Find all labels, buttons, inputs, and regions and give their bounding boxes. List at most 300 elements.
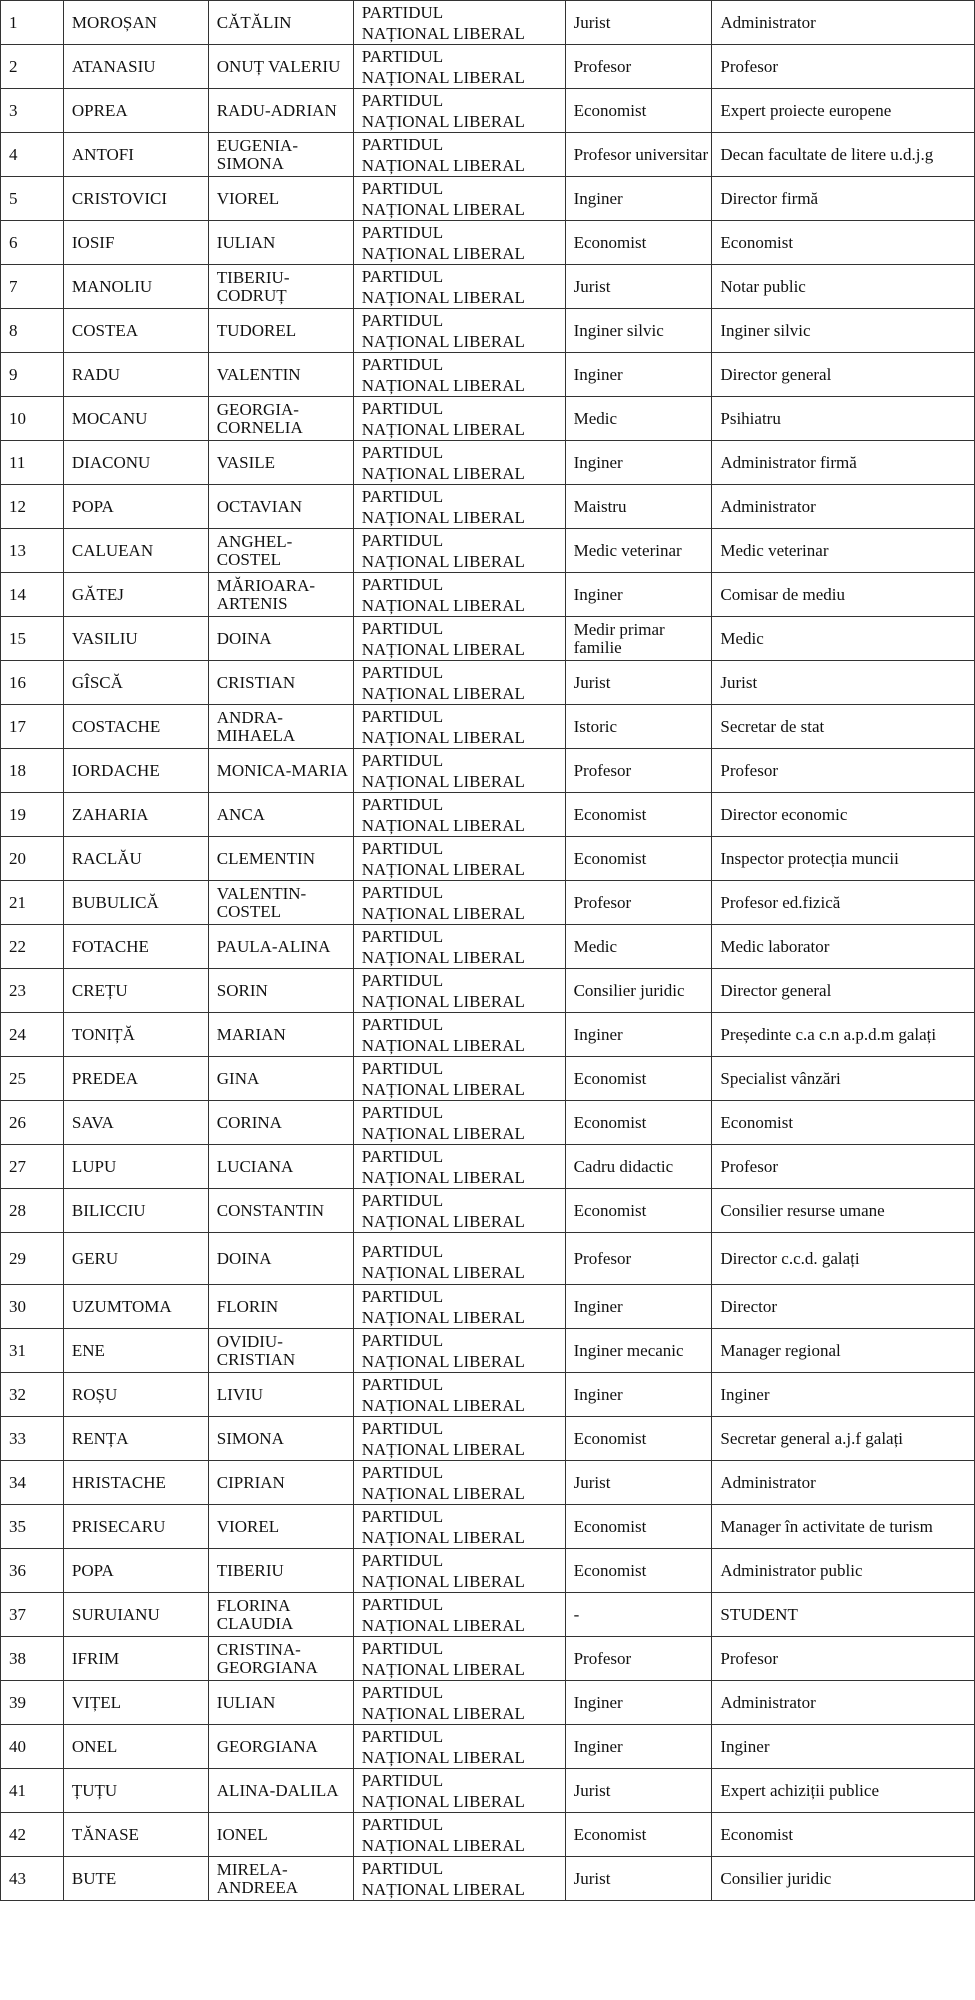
party-line-1: PARTIDUL xyxy=(361,707,444,726)
table-row xyxy=(1,1373,975,1417)
occupation-cell: Director general xyxy=(712,353,975,397)
table-row xyxy=(1,221,975,265)
occupation-cell: Expert achiziții publice xyxy=(712,1769,975,1813)
party-cell xyxy=(353,1549,565,1593)
table-row xyxy=(1,1189,975,1233)
first-name-cell: IULIAN xyxy=(208,1681,353,1725)
profession-cell: Profesor xyxy=(565,881,712,925)
last-name-cell: VASILIU xyxy=(63,617,208,661)
occupation-cell: Economist xyxy=(712,221,975,265)
profession-cell: Economist xyxy=(565,1505,712,1549)
table-row xyxy=(1,881,975,925)
last-name-cell: TONIȚĂ xyxy=(63,1013,208,1057)
party-line-2: NAȚIONAL LIBERAL xyxy=(361,948,525,967)
row-number: 10 xyxy=(1,397,64,441)
table-row xyxy=(1,529,975,573)
row-number: 2 xyxy=(1,45,64,89)
occupation-cell: Notar public xyxy=(712,265,975,309)
occupation-cell: Medic xyxy=(712,617,975,661)
profession-cell: Cadru didactic xyxy=(565,1145,712,1189)
party-cell xyxy=(353,837,565,881)
table-row xyxy=(1,1,975,45)
profession-cell: Economist xyxy=(565,1057,712,1101)
last-name-cell: SAVA xyxy=(63,1101,208,1145)
party-line-1: PARTIDUL xyxy=(361,1507,444,1526)
row-number: 31 xyxy=(1,1329,64,1373)
party-line-1: PARTIDUL xyxy=(361,1103,444,1122)
profession-cell: Jurist xyxy=(565,1,712,45)
party-line-2: NAȚIONAL LIBERAL xyxy=(361,1880,525,1899)
table-row xyxy=(1,309,975,353)
party-line-1: PARTIDUL xyxy=(361,1419,444,1438)
party-cell xyxy=(353,1057,565,1101)
row-number: 32 xyxy=(1,1373,64,1417)
profession-cell: Consilier juridic xyxy=(565,969,712,1013)
party-cell xyxy=(353,1725,565,1769)
first-name-cell: CRISTINA-GEORGIANA xyxy=(208,1637,353,1681)
first-name-cell: TUDOREL xyxy=(208,309,353,353)
row-number: 1 xyxy=(1,1,64,45)
party-line-2: NAȚIONAL LIBERAL xyxy=(361,1748,525,1767)
party-line-2: NAȚIONAL LIBERAL xyxy=(361,24,525,43)
last-name-cell: ZAHARIA xyxy=(63,793,208,837)
profession-cell: Economist xyxy=(565,1189,712,1233)
occupation-cell: Consilier resurse umane xyxy=(712,1189,975,1233)
profession-cell: Profesor universitar xyxy=(565,133,712,177)
profession-cell: Medic xyxy=(565,397,712,441)
last-name-cell: IORDACHE xyxy=(63,749,208,793)
last-name-cell: VIȚEL xyxy=(63,1681,208,1725)
first-name-cell: IONEL xyxy=(208,1813,353,1857)
row-number: 35 xyxy=(1,1505,64,1549)
occupation-cell: Președinte c.a c.n a.p.d.m galați xyxy=(712,1013,975,1057)
last-name-cell: CREȚU xyxy=(63,969,208,1013)
party-cell xyxy=(353,1505,565,1549)
last-name-cell: ENE xyxy=(63,1329,208,1373)
first-name-cell: CORINA xyxy=(208,1101,353,1145)
occupation-cell: Inspector protecția muncii xyxy=(712,837,975,881)
table-row xyxy=(1,705,975,749)
party-cell xyxy=(353,749,565,793)
party-line-2: NAȚIONAL LIBERAL xyxy=(361,552,525,571)
table-row xyxy=(1,353,975,397)
first-name-cell: VALENTIN-COSTEL xyxy=(208,881,353,925)
row-number: 12 xyxy=(1,485,64,529)
party-cell xyxy=(353,221,565,265)
occupation-cell: Administrator xyxy=(712,485,975,529)
table-row xyxy=(1,1725,975,1769)
first-name-cell: VALENTIN xyxy=(208,353,353,397)
table-row xyxy=(1,1329,975,1373)
last-name-cell: POPA xyxy=(63,1549,208,1593)
party-line-2: NAȚIONAL LIBERAL xyxy=(361,772,525,791)
party-cell xyxy=(353,397,565,441)
profession-cell: Inginer xyxy=(565,1013,712,1057)
party-line-1: PARTIDUL xyxy=(361,1287,444,1306)
last-name-cell: FOTACHE xyxy=(63,925,208,969)
profession-cell: Inginer xyxy=(565,441,712,485)
row-number: 20 xyxy=(1,837,64,881)
table-row xyxy=(1,1233,975,1285)
party-line-1: PARTIDUL xyxy=(361,663,444,682)
party-line-1: PARTIDUL xyxy=(361,575,444,594)
party-line-1: PARTIDUL xyxy=(361,267,444,286)
party-cell xyxy=(353,617,565,661)
occupation-cell: Administrator xyxy=(712,1,975,45)
party-cell xyxy=(353,573,565,617)
row-number: 25 xyxy=(1,1057,64,1101)
party-line-1: PARTIDUL xyxy=(361,1331,444,1350)
occupation-cell: Profesor xyxy=(712,1145,975,1189)
profession-cell: Economist xyxy=(565,1417,712,1461)
last-name-cell: ONEL xyxy=(63,1725,208,1769)
first-name-cell: VIOREL xyxy=(208,1505,353,1549)
row-number: 43 xyxy=(1,1857,64,1901)
party-line-2: NAȚIONAL LIBERAL xyxy=(361,288,525,307)
occupation-cell: Medic veterinar xyxy=(712,529,975,573)
row-number: 15 xyxy=(1,617,64,661)
profession-cell: Economist xyxy=(565,837,712,881)
first-name-cell: TIBERIU xyxy=(208,1549,353,1593)
party-cell xyxy=(353,1329,565,1373)
party-line-1: PARTIDUL xyxy=(361,443,444,462)
first-name-cell: MONICA-MARIA xyxy=(208,749,353,793)
last-name-cell: DIACONU xyxy=(63,441,208,485)
occupation-cell: Director firmă xyxy=(712,177,975,221)
party-line-2: NAȚIONAL LIBERAL xyxy=(361,728,525,747)
party-line-1: PARTIDUL xyxy=(361,1859,444,1878)
party-cell xyxy=(353,925,565,969)
party-line-2: NAȚIONAL LIBERAL xyxy=(361,1484,525,1503)
party-cell xyxy=(353,441,565,485)
row-number: 30 xyxy=(1,1285,64,1329)
table-row xyxy=(1,749,975,793)
row-number: 41 xyxy=(1,1769,64,1813)
last-name-cell: ATANASIU xyxy=(63,45,208,89)
profession-cell: Inginer xyxy=(565,573,712,617)
first-name-cell: CIPRIAN xyxy=(208,1461,353,1505)
row-number: 42 xyxy=(1,1813,64,1857)
party-cell xyxy=(353,969,565,1013)
profession-cell: Economist xyxy=(565,221,712,265)
row-number: 23 xyxy=(1,969,64,1013)
party-line-1: PARTIDUL xyxy=(361,399,444,418)
row-number: 11 xyxy=(1,441,64,485)
row-number: 28 xyxy=(1,1189,64,1233)
table-row xyxy=(1,969,975,1013)
party-cell xyxy=(353,1145,565,1189)
party-line-1: PARTIDUL xyxy=(361,355,444,374)
row-number: 37 xyxy=(1,1593,64,1637)
party-line-2: NAȚIONAL LIBERAL xyxy=(361,816,525,835)
party-line-2: NAȚIONAL LIBERAL xyxy=(361,1168,525,1187)
last-name-cell: UZUMTOMA xyxy=(63,1285,208,1329)
party-cell xyxy=(353,1101,565,1145)
first-name-cell: CLEMENTIN xyxy=(208,837,353,881)
party-cell xyxy=(353,1013,565,1057)
last-name-cell: BUBULICĂ xyxy=(63,881,208,925)
row-number: 4 xyxy=(1,133,64,177)
party-line-2: NAȚIONAL LIBERAL xyxy=(361,1080,525,1099)
last-name-cell: BILICCIU xyxy=(63,1189,208,1233)
party-line-2: NAȚIONAL LIBERAL xyxy=(361,376,525,395)
party-line-2: NAȚIONAL LIBERAL xyxy=(361,244,525,263)
profession-cell: Jurist xyxy=(565,265,712,309)
profession-cell: Economist xyxy=(565,1813,712,1857)
last-name-cell: IOSIF xyxy=(63,221,208,265)
party-line-2: NAȚIONAL LIBERAL xyxy=(361,1352,525,1371)
party-line-1: PARTIDUL xyxy=(361,223,444,242)
profession-cell: Inginer xyxy=(565,353,712,397)
profession-cell: Economist xyxy=(565,793,712,837)
party-line-1: PARTIDUL xyxy=(361,1551,444,1570)
last-name-cell: POPA xyxy=(63,485,208,529)
party-cell xyxy=(353,1813,565,1857)
profession-cell: Jurist xyxy=(565,1769,712,1813)
party-cell xyxy=(353,1233,565,1285)
profession-cell: Inginer silvic xyxy=(565,309,712,353)
party-cell xyxy=(353,793,565,837)
first-name-cell: FLORIN xyxy=(208,1285,353,1329)
party-line-1: PARTIDUL xyxy=(361,1771,444,1790)
table-row xyxy=(1,1857,975,1901)
occupation-cell: Administrator xyxy=(712,1681,975,1725)
occupation-cell: Inginer xyxy=(712,1373,975,1417)
occupation-cell: Decan facultate de litere u.d.j.g xyxy=(712,133,975,177)
profession-cell: Medir primar familie xyxy=(565,617,712,661)
table-row xyxy=(1,925,975,969)
party-cell xyxy=(353,1285,565,1329)
row-number: 17 xyxy=(1,705,64,749)
table-row xyxy=(1,1505,975,1549)
party-cell xyxy=(353,1681,565,1725)
occupation-cell: Administrator firmă xyxy=(712,441,975,485)
party-line-2: NAȚIONAL LIBERAL xyxy=(361,1660,525,1679)
party-cell xyxy=(353,353,565,397)
last-name-cell: HRISTACHE xyxy=(63,1461,208,1505)
row-number: 38 xyxy=(1,1637,64,1681)
row-number: 3 xyxy=(1,89,64,133)
row-number: 18 xyxy=(1,749,64,793)
occupation-cell: Director xyxy=(712,1285,975,1329)
row-number: 5 xyxy=(1,177,64,221)
party-line-1: PARTIDUL xyxy=(361,91,444,110)
occupation-cell: Secretar general a.j.f galați xyxy=(712,1417,975,1461)
profession-cell: Jurist xyxy=(565,661,712,705)
row-number: 16 xyxy=(1,661,64,705)
party-cell xyxy=(353,661,565,705)
occupation-cell: Expert proiecte europene xyxy=(712,89,975,133)
party-line-1: PARTIDUL xyxy=(361,971,444,990)
occupation-cell: Inginer silvic xyxy=(712,309,975,353)
occupation-cell: Secretar de stat xyxy=(712,705,975,749)
first-name-cell: CRISTIAN xyxy=(208,661,353,705)
occupation-cell: Manager în activitate de turism xyxy=(712,1505,975,1549)
first-name-cell: CĂTĂLIN xyxy=(208,1,353,45)
party-line-2: NAȚIONAL LIBERAL xyxy=(361,1396,525,1415)
occupation-cell: Profesor xyxy=(712,749,975,793)
party-line-2: NAȚIONAL LIBERAL xyxy=(361,1308,525,1327)
party-cell xyxy=(353,1769,565,1813)
party-line-2: NAȚIONAL LIBERAL xyxy=(361,508,525,527)
row-number: 14 xyxy=(1,573,64,617)
row-number: 39 xyxy=(1,1681,64,1725)
first-name-cell: RADU-ADRIAN xyxy=(208,89,353,133)
first-name-cell: IULIAN xyxy=(208,221,353,265)
occupation-cell: Administrator public xyxy=(712,1549,975,1593)
last-name-cell: COSTACHE xyxy=(63,705,208,749)
party-line-2: NAȚIONAL LIBERAL xyxy=(361,1036,525,1055)
last-name-cell: ROȘU xyxy=(63,1373,208,1417)
table-row xyxy=(1,793,975,837)
party-cell xyxy=(353,265,565,309)
party-cell xyxy=(353,1,565,45)
first-name-cell: ANGHEL-COSTEL xyxy=(208,529,353,573)
party-line-2: NAȚIONAL LIBERAL xyxy=(361,684,525,703)
last-name-cell: CALUEAN xyxy=(63,529,208,573)
first-name-cell: ONUȚ VALERIU xyxy=(208,45,353,89)
table-row xyxy=(1,1549,975,1593)
party-line-1: PARTIDUL xyxy=(361,1639,444,1658)
party-line-2: NAȚIONAL LIBERAL xyxy=(361,1616,525,1635)
occupation-cell: Inginer xyxy=(712,1725,975,1769)
party-line-2: NAȚIONAL LIBERAL xyxy=(361,904,525,923)
profession-cell: Medic xyxy=(565,925,712,969)
profession-cell: Inginer mecanic xyxy=(565,1329,712,1373)
first-name-cell: VASILE xyxy=(208,441,353,485)
row-number: 26 xyxy=(1,1101,64,1145)
profession-cell: Jurist xyxy=(565,1857,712,1901)
row-number: 33 xyxy=(1,1417,64,1461)
party-line-1: PARTIDUL xyxy=(361,1815,444,1834)
party-line-2: NAȚIONAL LIBERAL xyxy=(361,1212,525,1231)
party-line-2: NAȚIONAL LIBERAL xyxy=(361,640,525,659)
last-name-cell: PREDEA xyxy=(63,1057,208,1101)
profession-cell: Medic veterinar xyxy=(565,529,712,573)
party-line-2: NAȚIONAL LIBERAL xyxy=(361,1263,525,1282)
party-line-1: PARTIDUL xyxy=(361,135,444,154)
row-number: 24 xyxy=(1,1013,64,1057)
party-cell xyxy=(353,1373,565,1417)
profession-cell: Maistru xyxy=(565,485,712,529)
last-name-cell: PRISECARU xyxy=(63,1505,208,1549)
last-name-cell: MOROȘAN xyxy=(63,1,208,45)
first-name-cell: OCTAVIAN xyxy=(208,485,353,529)
first-name-cell: LUCIANA xyxy=(208,1145,353,1189)
party-line-2: NAȚIONAL LIBERAL xyxy=(361,1528,525,1547)
occupation-cell: Administrator xyxy=(712,1461,975,1505)
occupation-cell: Jurist xyxy=(712,661,975,705)
profession-cell: Inginer xyxy=(565,1285,712,1329)
table-row xyxy=(1,1593,975,1637)
table-row xyxy=(1,1057,975,1101)
first-name-cell: DOINA xyxy=(208,617,353,661)
row-number: 6 xyxy=(1,221,64,265)
last-name-cell: MANOLIU xyxy=(63,265,208,309)
party-line-1: PARTIDUL xyxy=(361,1147,444,1166)
party-line-1: PARTIDUL xyxy=(361,179,444,198)
party-line-1: PARTIDUL xyxy=(361,839,444,858)
first-name-cell: SORIN xyxy=(208,969,353,1013)
first-name-cell: PAULA-ALINA xyxy=(208,925,353,969)
last-name-cell: GÎSCĂ xyxy=(63,661,208,705)
party-line-2: NAȚIONAL LIBERAL xyxy=(361,68,525,87)
party-line-1: PARTIDUL xyxy=(361,1595,444,1614)
occupation-cell: Psihiatru xyxy=(712,397,975,441)
party-line-1: PARTIDUL xyxy=(361,1463,444,1482)
party-cell xyxy=(353,1461,565,1505)
profession-cell: Inginer xyxy=(565,1681,712,1725)
last-name-cell: SURUIANU xyxy=(63,1593,208,1637)
row-number: 13 xyxy=(1,529,64,573)
party-line-2: NAȚIONAL LIBERAL xyxy=(361,596,525,615)
party-line-1: PARTIDUL xyxy=(361,1015,444,1034)
party-line-1: PARTIDUL xyxy=(361,531,444,550)
first-name-cell: MĂRIOARA-ARTENIS xyxy=(208,573,353,617)
last-name-cell: CRISTOVICI xyxy=(63,177,208,221)
occupation-cell: Economist xyxy=(712,1813,975,1857)
last-name-cell: GERU xyxy=(63,1233,208,1285)
party-cell xyxy=(353,705,565,749)
party-line-2: NAȚIONAL LIBERAL xyxy=(361,156,525,175)
first-name-cell: ANCA xyxy=(208,793,353,837)
table-row xyxy=(1,133,975,177)
last-name-cell: ȚUȚU xyxy=(63,1769,208,1813)
table-row xyxy=(1,837,975,881)
table-row xyxy=(1,89,975,133)
row-number: 40 xyxy=(1,1725,64,1769)
first-name-cell: GEORGIANA xyxy=(208,1725,353,1769)
party-cell xyxy=(353,881,565,925)
party-cell xyxy=(353,309,565,353)
first-name-cell: GEORGIA-CORNELIA xyxy=(208,397,353,441)
table-row xyxy=(1,1681,975,1725)
party-line-2: NAȚIONAL LIBERAL xyxy=(361,1440,525,1459)
first-name-cell: FLORINA CLAUDIA xyxy=(208,1593,353,1637)
party-cell xyxy=(353,45,565,89)
profession-cell: - xyxy=(565,1593,712,1637)
row-number: 22 xyxy=(1,925,64,969)
party-line-1: PARTIDUL xyxy=(361,1242,444,1261)
party-line-2: NAȚIONAL LIBERAL xyxy=(361,992,525,1011)
occupation-cell: Director economic xyxy=(712,793,975,837)
party-line-1: PARTIDUL xyxy=(361,47,444,66)
table-row xyxy=(1,1461,975,1505)
party-line-1: PARTIDUL xyxy=(361,1375,444,1394)
profession-cell: Economist xyxy=(565,1549,712,1593)
first-name-cell: GINA xyxy=(208,1057,353,1101)
party-line-1: PARTIDUL xyxy=(361,1727,444,1746)
table-row xyxy=(1,1145,975,1189)
profession-cell: Profesor xyxy=(565,45,712,89)
table-row xyxy=(1,397,975,441)
table-row xyxy=(1,661,975,705)
party-line-1: PARTIDUL xyxy=(361,795,444,814)
party-line-1: PARTIDUL xyxy=(361,311,444,330)
party-line-2: NAȚIONAL LIBERAL xyxy=(361,860,525,879)
party-line-1: PARTIDUL xyxy=(361,619,444,638)
profession-cell: Economist xyxy=(565,1101,712,1145)
last-name-cell: RADU xyxy=(63,353,208,397)
party-line-2: NAȚIONAL LIBERAL xyxy=(361,1124,525,1143)
last-name-cell: GĂTEJ xyxy=(63,573,208,617)
table-row xyxy=(1,1637,975,1681)
last-name-cell: COSTEA xyxy=(63,309,208,353)
party-cell xyxy=(353,1189,565,1233)
row-number: 9 xyxy=(1,353,64,397)
occupation-cell: Specialist vânzări xyxy=(712,1057,975,1101)
first-name-cell: TIBERIU-CODRUȚ xyxy=(208,265,353,309)
